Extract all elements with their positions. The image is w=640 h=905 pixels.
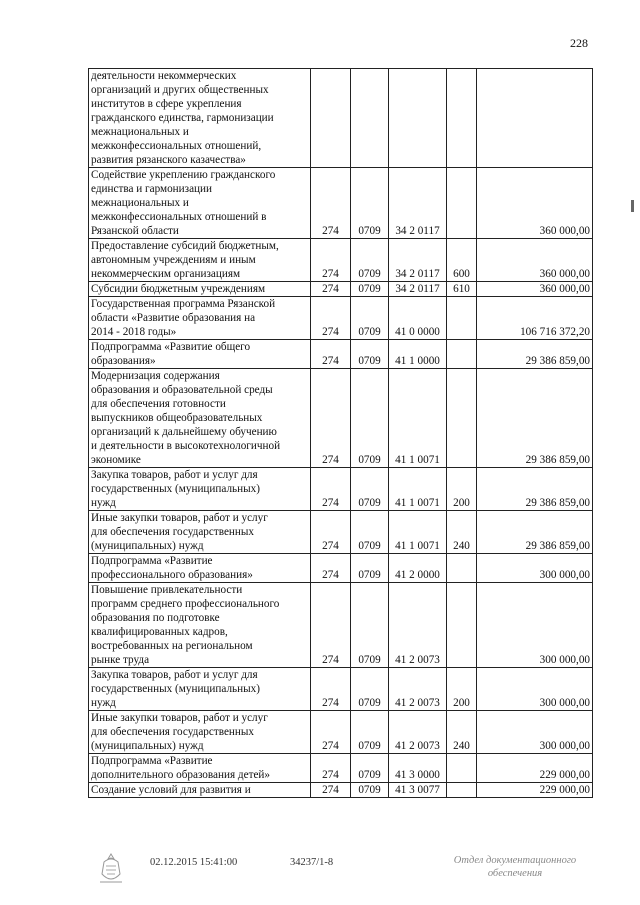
stamp-line-1: Отдел документационного — [453, 855, 577, 866]
expense-type-cell: 240 — [447, 511, 477, 554]
amount-cell — [477, 69, 593, 168]
target-article-cell: 41 1 0071 — [389, 369, 447, 468]
expense-type-cell — [447, 754, 477, 783]
scan-edge-mark — [631, 200, 634, 212]
target-article-cell: 41 3 0077 — [389, 783, 447, 798]
expense-type-cell — [447, 554, 477, 583]
amount-cell: 360 000,00 — [477, 239, 593, 282]
table-row — [89, 239, 593, 282]
expense-type-cell — [447, 583, 477, 668]
section-code-cell: 0709 — [351, 340, 389, 369]
section-code-cell: 0709 — [351, 668, 389, 711]
table-row — [89, 282, 593, 297]
item-name-cell: Иные закупки товаров, работ и услуг для обеспечения государственных (муниципальных) нужд — [89, 711, 311, 754]
ministry-code-cell: 274 — [311, 168, 351, 239]
table-row — [89, 511, 593, 554]
item-name-cell: Подпрограмма «Развитие профессионального образования» — [89, 554, 311, 583]
target-article-cell: 41 1 0000 — [389, 340, 447, 369]
table-row — [89, 69, 593, 168]
amount-cell: 300 000,00 — [477, 583, 593, 668]
target-article-cell: 34 2 0117 — [389, 239, 447, 282]
expense-type-cell — [447, 783, 477, 798]
table-row — [89, 369, 593, 468]
section-code-cell: 0709 — [351, 239, 389, 282]
expense-type-cell: 200 — [447, 468, 477, 511]
section-code-cell: 0709 — [351, 554, 389, 583]
expense-type-cell: 200 — [447, 668, 477, 711]
ministry-code-cell: 274 — [311, 711, 351, 754]
ministry-code-cell: 274 — [311, 754, 351, 783]
amount-cell: 29 386 859,00 — [477, 468, 593, 511]
section-code-cell: 0709 — [351, 783, 389, 798]
item-name-cell: Подпрограмма «Развитие дополнительного образования детей» — [89, 754, 311, 783]
item-name-cell: Иные закупки товаров, работ и услуг для обеспечения государственных (муниципальных) нужд — [89, 511, 311, 554]
stamp-line-2: обеспечения — [487, 868, 543, 879]
coat-of-arms-icon — [96, 852, 126, 886]
amount-cell: 360 000,00 — [477, 282, 593, 297]
item-name-cell: Повышение привлекательности программ среднего профессионального образования по подготовке квалифицированных кадров, востребованных на региональном рынке труда — [89, 583, 311, 668]
amount-cell: 29 386 859,00 — [477, 369, 593, 468]
target-article-cell — [389, 69, 447, 168]
amount-cell: 300 000,00 — [477, 554, 593, 583]
ministry-code-cell: 274 — [311, 282, 351, 297]
section-code-cell: 0709 — [351, 511, 389, 554]
expense-type-cell — [447, 297, 477, 340]
table-row — [89, 297, 593, 340]
item-name-cell: Подпрограмма «Развитие общего образования» — [89, 340, 311, 369]
table-row — [89, 783, 593, 798]
table-row — [89, 583, 593, 668]
budget-table-body — [89, 69, 593, 798]
amount-cell: 106 716 372,20 — [477, 297, 593, 340]
section-code-cell: 0709 — [351, 583, 389, 668]
ministry-code-cell: 274 — [311, 583, 351, 668]
target-article-cell: 41 1 0071 — [389, 511, 447, 554]
section-code-cell: 0709 — [351, 754, 389, 783]
amount-cell: 29 386 859,00 — [477, 340, 593, 369]
target-article-cell: 41 0 0000 — [389, 297, 447, 340]
table-row — [89, 711, 593, 754]
amount-cell: 29 386 859,00 — [477, 511, 593, 554]
table-row — [89, 468, 593, 511]
item-name-cell: Модернизация содержания образования и образовательной среды для обеспечения готовности выпускников общеобразовательных организаций к дальнейшему обучению и деятельности в высокотехнологичной экономике — [89, 369, 311, 468]
item-name-cell: Создание условий для развития и — [89, 783, 311, 798]
expense-type-cell: 610 — [447, 282, 477, 297]
item-name-cell: Государственная программа Рязанской области «Развитие образования на 2014 - 2018 годы» — [89, 297, 311, 340]
section-code-cell: 0709 — [351, 297, 389, 340]
section-code-cell: 0709 — [351, 468, 389, 511]
item-name-cell: Закупка товаров, работ и услуг для государственных (муниципальных) нужд — [89, 668, 311, 711]
ministry-code-cell: 274 — [311, 554, 351, 583]
section-code-cell: 0709 — [351, 168, 389, 239]
section-code-cell — [351, 69, 389, 168]
ministry-code-cell: 274 — [311, 369, 351, 468]
ministry-code-cell: 274 — [311, 340, 351, 369]
item-name-cell: Содействие укреплению гражданского единства и гармонизации межнациональных и межконфессиональных отношений в Рязанской области — [89, 168, 311, 239]
target-article-cell: 41 3 0000 — [389, 754, 447, 783]
ministry-code-cell: 274 — [311, 783, 351, 798]
table-row — [89, 668, 593, 711]
ministry-code-cell — [311, 69, 351, 168]
amount-cell: 300 000,00 — [477, 711, 593, 754]
target-article-cell: 34 2 0117 — [389, 168, 447, 239]
expense-type-cell — [447, 69, 477, 168]
ministry-code-cell: 274 — [311, 239, 351, 282]
amount-cell: 229 000,00 — [477, 754, 593, 783]
section-code-cell: 0709 — [351, 711, 389, 754]
item-name-cell: Предоставление субсидий бюджетным, автономным учреждениям и иным некоммерческим организациям — [89, 239, 311, 282]
table-row — [89, 340, 593, 369]
target-article-cell: 41 2 0073 — [389, 668, 447, 711]
expense-type-cell — [447, 340, 477, 369]
target-article-cell: 41 1 0071 — [389, 468, 447, 511]
ministry-code-cell: 274 — [311, 668, 351, 711]
footer-timestamp: 02.12.2015 15:41:00 — [150, 857, 238, 868]
ministry-code-cell: 274 — [311, 511, 351, 554]
item-name-cell: Субсидии бюджетным учреждениям — [89, 282, 311, 297]
target-article-cell: 34 2 0117 — [389, 282, 447, 297]
page-number: 228 — [570, 36, 588, 50]
target-article-cell: 41 2 0000 — [389, 554, 447, 583]
footer-document-id: 34237/1-8 — [290, 857, 334, 868]
section-code-cell: 0709 — [351, 282, 389, 297]
expense-type-cell — [447, 168, 477, 239]
table-row — [89, 554, 593, 583]
budget-table — [88, 68, 593, 798]
amount-cell: 300 000,00 — [477, 668, 593, 711]
table-row — [89, 754, 593, 783]
ministry-code-cell: 274 — [311, 468, 351, 511]
expense-type-cell: 600 — [447, 239, 477, 282]
table-row — [89, 168, 593, 239]
expense-type-cell — [447, 369, 477, 468]
section-code-cell: 0709 — [351, 369, 389, 468]
item-name-cell: Закупка товаров, работ и услуг для государственных (муниципальных) нужд — [89, 468, 311, 511]
item-name-cell: деятельности некоммерческих организаций и других общественных институтов в сфере укрепления гражданского единства, гармонизации межнациональных и межконфессиональных отношений, развития рязанского казачества» — [89, 69, 311, 168]
department-stamp — [430, 854, 600, 880]
amount-cell: 229 000,00 — [477, 783, 593, 798]
amount-cell: 360 000,00 — [477, 168, 593, 239]
expense-type-cell: 240 — [447, 711, 477, 754]
target-article-cell: 41 2 0073 — [389, 711, 447, 754]
ministry-code-cell: 274 — [311, 297, 351, 340]
target-article-cell: 41 2 0073 — [389, 583, 447, 668]
